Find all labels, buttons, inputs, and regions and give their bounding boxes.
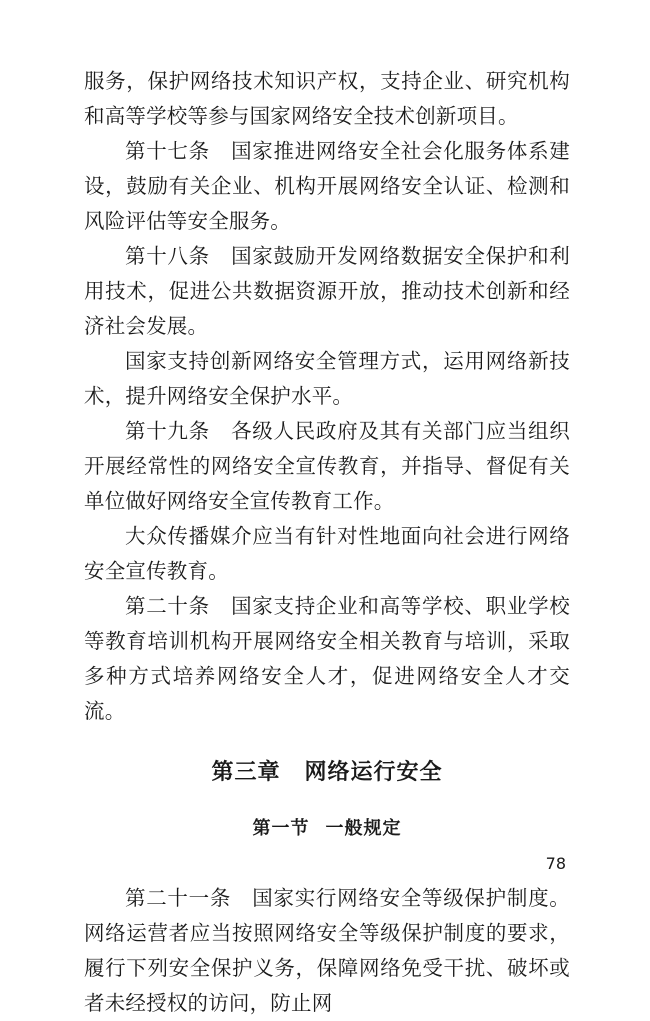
article-18-paragraph-2: 国家支持创新网络安全管理方式，运用网络新技术，提升网络安全保护水平。 (84, 349, 570, 408)
chapter-heading (84, 757, 570, 789)
chapter-number: 第三章 (211, 760, 281, 785)
section-heading (84, 815, 570, 843)
section-number: 第一节 (252, 818, 310, 839)
article-19-paragraph-2: 大众传播媒介应当有针对性地面向社会进行网络安全宣传教育。 (84, 524, 570, 583)
page-number: 78 (545, 854, 566, 873)
article-20: 第二十条 国家支持企业和高等学校、职业学校等教育培训机构开展网络安全相关教育与培训，采取多种方式培养网络安全人才，促进网络安全人才交流。 (84, 594, 570, 723)
paragraph-continuation: 服务，保护网络技术知识产权，支持企业、研究机构和高等学校等参与国家网络安全技术创新项目。 (84, 69, 570, 128)
section-title: 一般规定 (325, 818, 402, 839)
document-page (84, 64, 570, 1021)
article-19: 第十九条 各级人民政府及其有关部门应当组织开展经常性的网络安全宣传教育，并指导、督促有关单位做好网络安全宣传教育工作。 (84, 419, 570, 513)
article-18: 第十八条 国家鼓励开发网络数据安全保护和利用技术，促进公共数据资源开放，推动技术创新和经济社会发展。 (84, 244, 570, 338)
article-17: 第十七条 国家推进网络安全社会化服务体系建设，鼓励有关企业、机构开展网络安全认证、检测和风险评估等安全服务。 (84, 139, 570, 233)
article-21: 第二十一条 国家实行网络安全等级保护制度。网络运营者应当按照网络安全等级保护制度的要求，履行下列安全保护义务，保障网络免受干扰、破坏或者未经授权的访问，防止网 (84, 886, 570, 1015)
chapter-title: 网络运行安全 (304, 760, 443, 785)
